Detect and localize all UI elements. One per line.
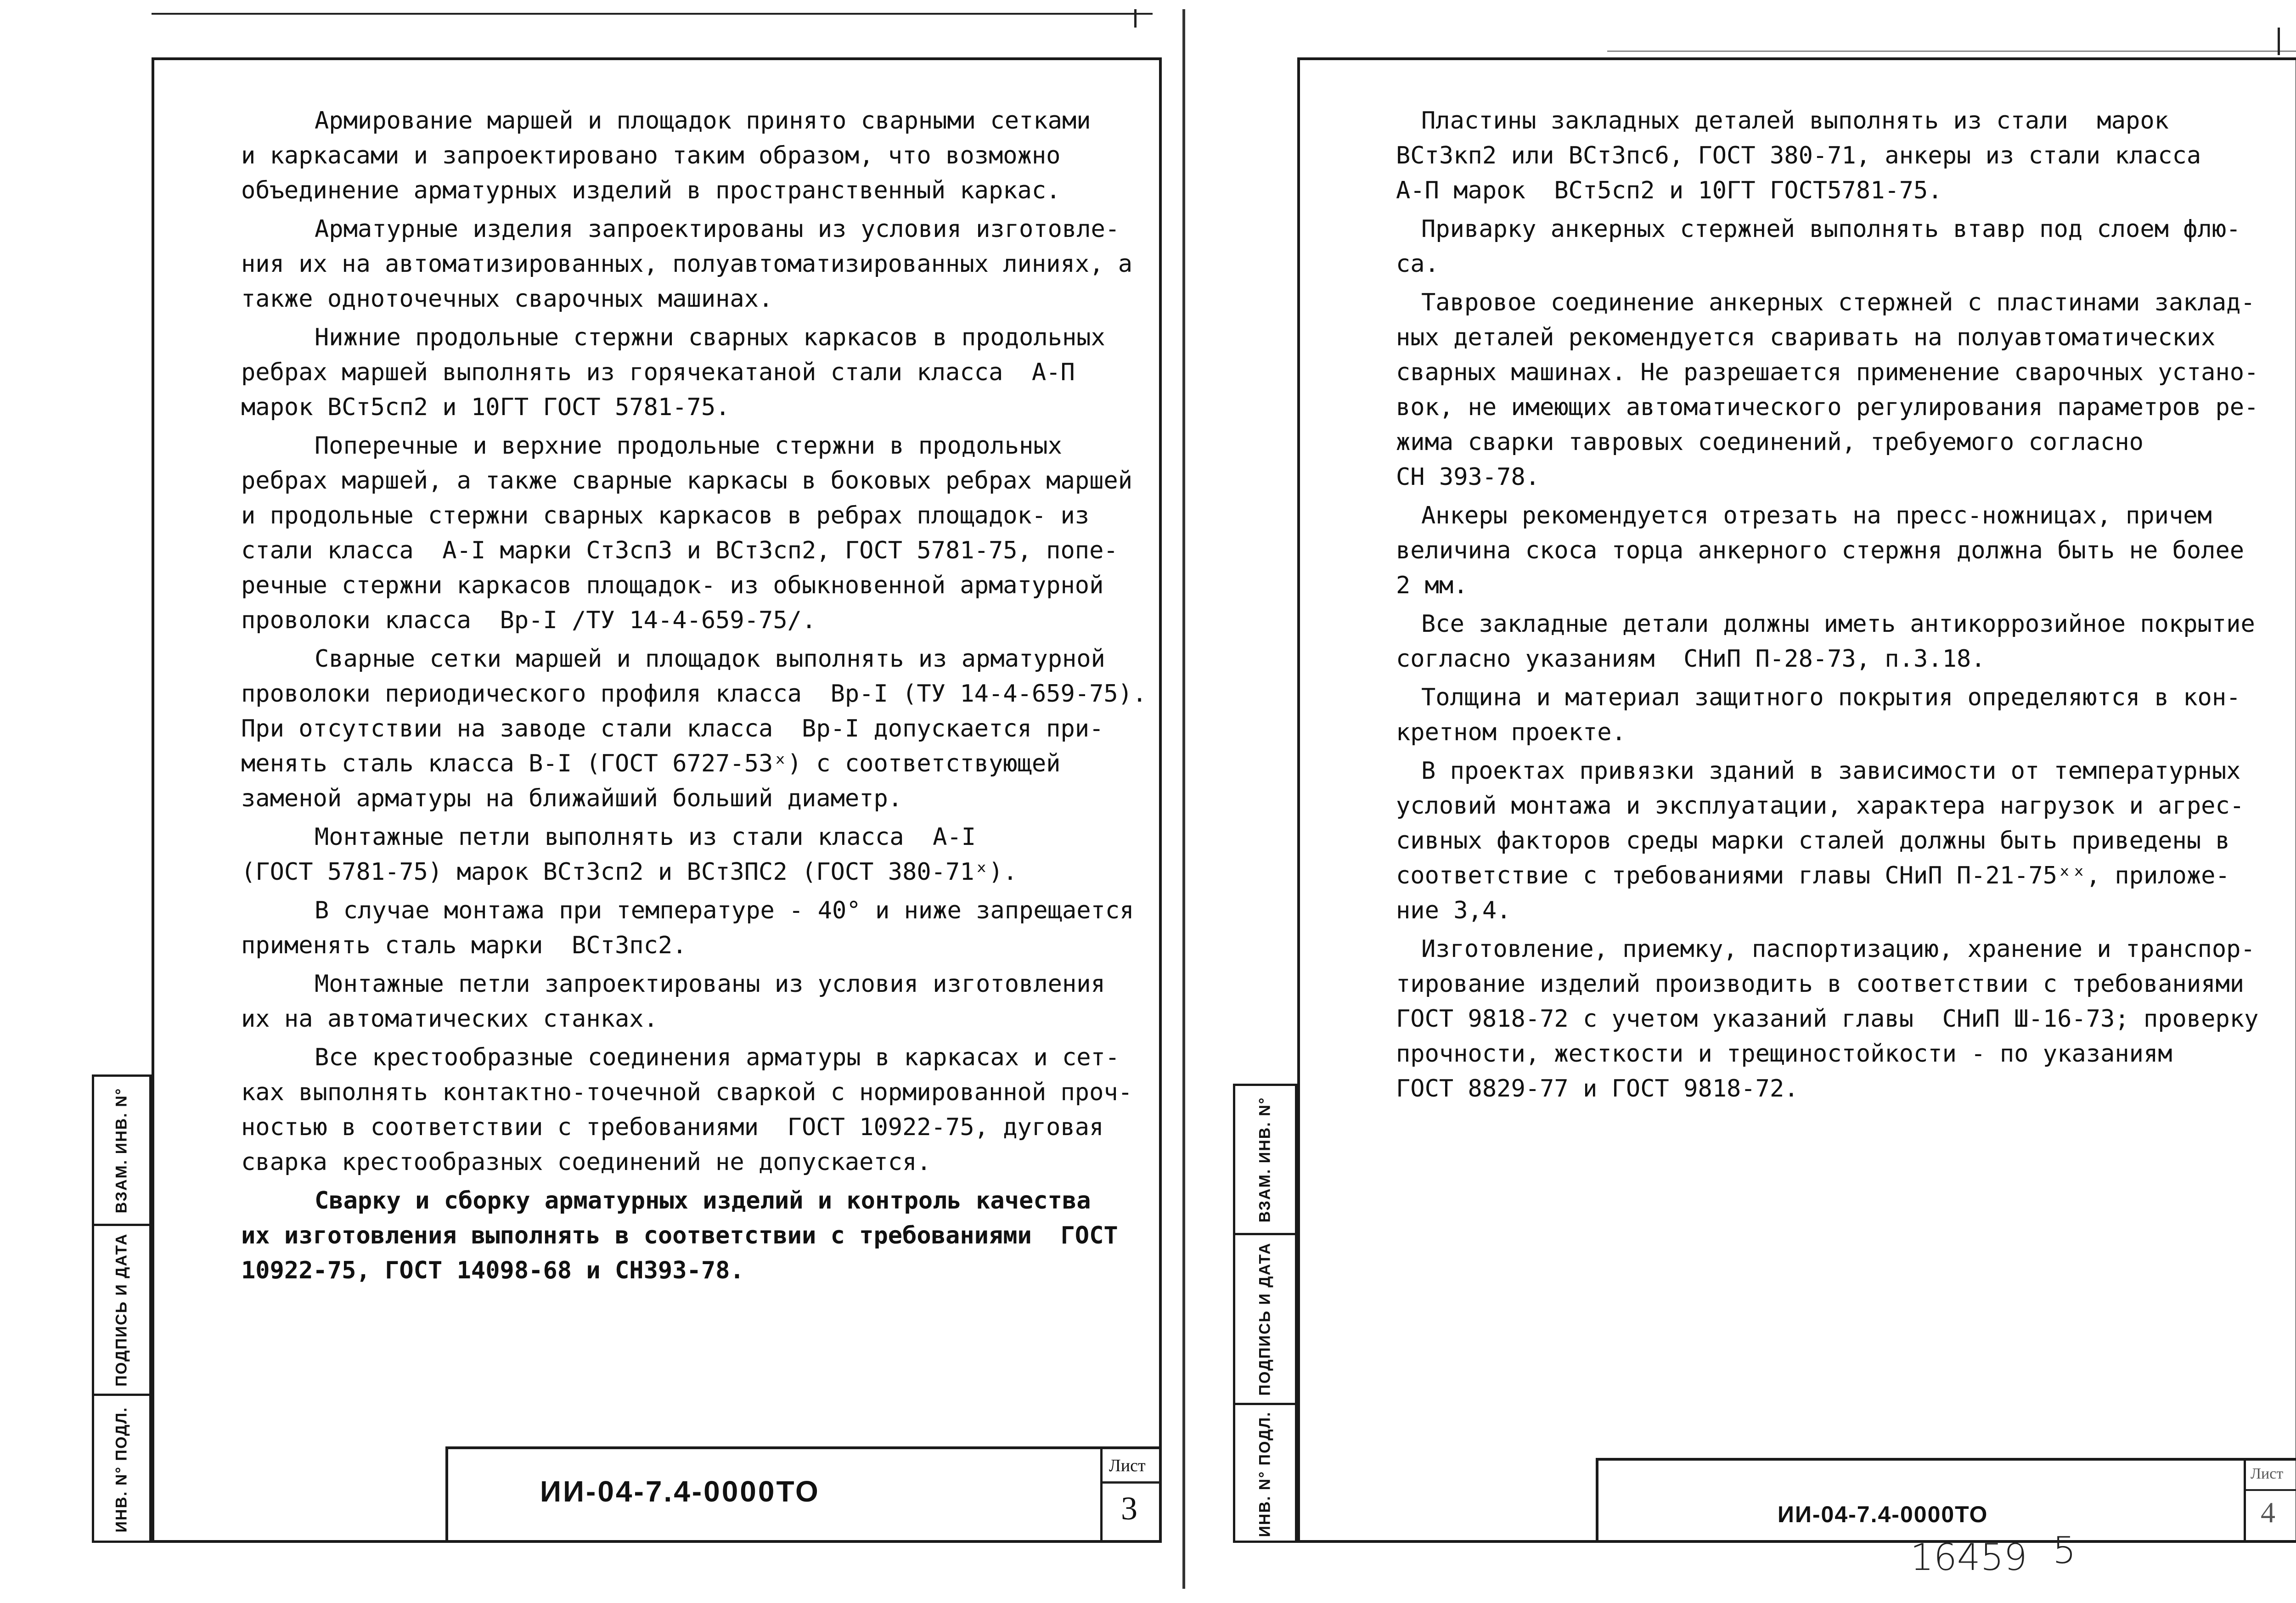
left-sheet-cell-divider [1103, 1481, 1160, 1484]
top-tick-mark [1134, 9, 1137, 28]
left-strip-cell-sign: ПОДПИСЬ И ДАТА [94, 1224, 149, 1394]
right-sheet-cell [2244, 1461, 2296, 1540]
right-margin-stamp-strip [1233, 1084, 1297, 1543]
right-strip-cell-inventory: ИНВ. N° ПОДЛ. [1235, 1403, 1295, 1543]
left-paragraph-5: Сварные сетки маршей и площадок выполнять из арматурной проволоки периодического профиля класса Вр-I (ТУ 14-4-659-75). При отсутствии на заводе стали класса Вр-I допускается при- менять сталь класса В-I (ГОСТ 6727-53ˣ) с соответствующей заменой арматуры на ближайший больший диаметр. [241, 645, 1147, 812]
left-strip-cell-inventory: ИНВ. N° ПОДЛ. [94, 1394, 149, 1543]
right-paragraph-2: Приварку анкерных стержней выполнять втавр под слоем флю- са. [1396, 215, 2241, 278]
top-edge-line [152, 13, 1153, 15]
right-page-body [1396, 103, 2296, 1106]
left-doc-code: ИИ-04-7.4-0000ТО [540, 1475, 820, 1508]
right-paragraph-4: Анкеры рекомендуется отрезать на пресс-ножницах, причем величина скоса торца анкерного стержня должна быть не более 2 мм. [1396, 502, 2245, 599]
right-sheet-number: 4 [2261, 1496, 2275, 1529]
right-title-block [1596, 1458, 2296, 1543]
left-sheet-cell [1100, 1449, 1160, 1540]
archive-number: 16459 [1910, 1536, 2027, 1579]
left-paragraph-7: В случае монтажа при температуре - 40° и ниже запрещается применять сталь марки ВСт3пс2. [241, 897, 1134, 959]
right-top-tick [2278, 28, 2280, 55]
left-paragraph-1: Армирование маршей и площадок принято сварными сетками и каркасами и запроектировано таким образом, что возможно объединение арматурных изделий в пространственный каркас. [241, 107, 1091, 204]
right-top-faint-line [1607, 51, 2296, 52]
right-sheet-cell-divider [2246, 1489, 2296, 1491]
center-fold-line [1182, 9, 1185, 1589]
left-margin-stamp-strip [92, 1074, 152, 1543]
page-number: 5 [2053, 1529, 2076, 1572]
left-title-block [445, 1446, 1162, 1543]
left-paragraph-8: Монтажные петли запроектированы из условия изготовления их на автоматических станках. [241, 970, 1105, 1033]
left-paragraph-4: Поперечные и верхние продольные стержни в продольных ребрах маршей, а также сварные каркасы в боковых ребрах маршей и продольные стержни сварных каркасов в ребрах площадок- из стали класса А-I марки Ст3сп3 и ВСт3сп2, ГОСТ 5781-75, попе- речные стержни каркасов площадок- из обыкновенной арматурной проволоки класса Вр-I /ТУ 14-4-659-75/. [241, 432, 1133, 634]
right-paragraph-7: В проектах привязки зданий в зависимости от температурных условий монтажа и эксплуатации, характера нагрузок и агрес- сивных факторов среды марки сталей должны быть приведены в соответствие с требованиями главы СНиП П-21-75ˣˣ, приложе- ние 3,4. [1396, 757, 2245, 924]
left-paragraph-9: Все крестообразные соединения арматуры в каркасах и сет- ках выполнять контактно-точечной сваркой с нормированной проч- ностью в соответствии с требованиями ГОСТ 10922-75, дуговая сварка крестообразных соединений не допускается. [241, 1044, 1133, 1176]
left-paragraph-3: Нижние продольные стержни сварных каркасов в продольных ребрах маршей выполнять из горячекатаной стали класса А-П марок ВСт5сп2 и 10ГТ ГОСТ 5781-75. [241, 324, 1105, 421]
right-sheet-label: Лист [2251, 1465, 2284, 1482]
right-doc-code: ИИ-04-7.4-0000ТО [1778, 1502, 1988, 1527]
left-page-body [241, 103, 1150, 1288]
left-sheet-number: 3 [1121, 1490, 1137, 1527]
right-paragraph-1: Пластины закладных деталей выполнять из стали марок ВСт3кп2 или ВСт3пс6, ГОСТ 380-71, анкеры из стали класса А-П марок ВСт5сп2 и 10ГТ ГОСТ5781-75. [1396, 107, 2201, 204]
right-paragraph-3: Тавровое соединение анкерных стержней с пластинами заклад- ных деталей рекомендуется сваривать на полуавтоматических сварных машинах. Не разрешается применение сварочных устано- вок, не имеющих автоматического регулирования параметров ре- жима сварки тавровых соединений, требуемого согласно СН 393-78. [1396, 289, 2259, 491]
right-paragraph-8: Изготовление, приемку, паспортизацию, хранение и транспор- тирование изделий производить в соответствии с требованиями ГОСТ 9818-72 с учетом указаний главы СНиП Ш-16-73; проверку прочности, жесткости и трещиностойкости - по указаниям ГОСТ 8829-77 и ГОСТ 9818-72. [1396, 935, 2259, 1102]
right-paragraph-5: Все закладные детали должны иметь антикоррозийное покрытие согласно указаниям СНиП П-28-73, п.3.18. [1396, 610, 2255, 673]
right-strip-cell-replace: ВЗАМ. ИНВ. N° [1256, 1097, 1274, 1222]
left-paragraph-2: Арматурные изделия запроектированы из условия изготовле- ния их на автоматизированных, полуавтоматизированных линиях, а также одноточечных сварочных машинах. [241, 215, 1133, 313]
left-paragraph-10: Сварку и сборку арматурных изделий и контроль качества их изготовления выполнять в соответствии с требованиями ГОСТ 10922-75, ГОСТ 14098-68 и СН393-78. [241, 1187, 1118, 1284]
right-paragraph-6: Толщина и материал защитного покрытия определяются в кон- кретном проекте. [1396, 684, 2241, 746]
left-paragraph-6: Монтажные петли выполнять из стали класса А-I (ГОСТ 5781-75) марок ВСт3сп2 и ВСт3ПС2 (ГОСТ 380-71ˣ). [241, 823, 1018, 886]
left-strip-cell-replace: ВЗАМ. ИНВ. N° [113, 1087, 130, 1213]
right-strip-cell-sign: ПОДПИСЬ И ДАТА [1235, 1233, 1295, 1403]
left-sheet-label: Лист [1109, 1456, 1146, 1475]
